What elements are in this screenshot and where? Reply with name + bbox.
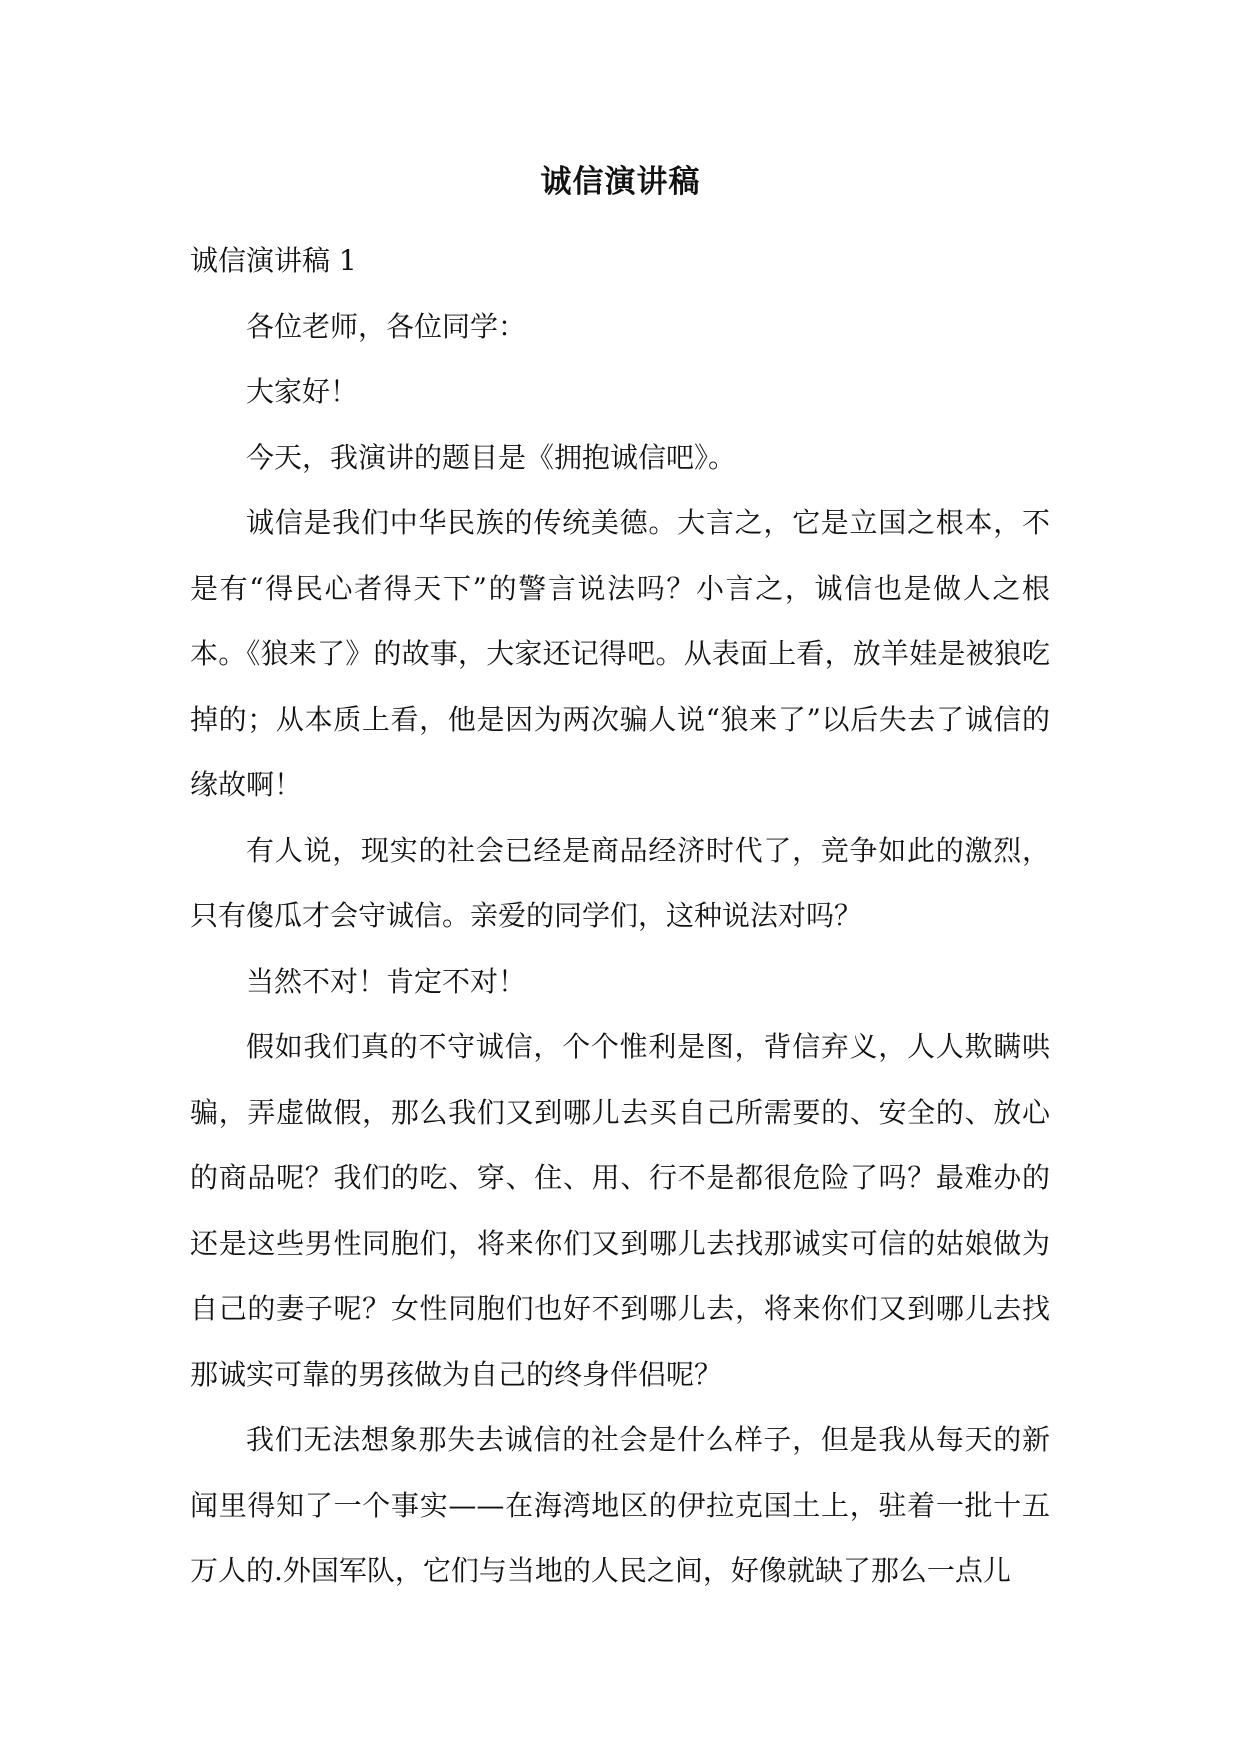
paragraph-topic: 今天，我演讲的题目是《拥抱诚信吧》。: [246, 440, 737, 474]
section-heading: 诚信演讲稿 1: [190, 244, 357, 277]
paragraph-body: 假如我们真的不守诚信，个个惟利是图，背信弃义，人人欺瞒哄骗，弄虚做假，那么我们又到哪儿去买自己所需要的、安全的、放心的商品呢？我们的吃、穿、住、用、行不是都很危险了吗？最难办的还是这些男性同胞们，将来你们又到哪儿去找那诚实可信的姑娘做为自己的妻子呢？女性同胞们也好不到哪儿去，将来你们又到哪儿去找那诚实可靠的男孩做为自己的终身伴侣呢？: [190, 1030, 1050, 1391]
paragraph-hello: 大家好！: [246, 375, 359, 408]
paragraph-body: 当然不对！肯定不对！: [246, 964, 527, 998]
document-title: 诚信演讲稿: [540, 164, 701, 200]
paragraph-greeting: 各位老师，各位同学：: [246, 309, 527, 343]
paragraph-body: 诚信是我们中华民族的传统美德。大言之，它是立国之根本，不是有“得民心者得天下”的警言说法吗？小言之，诚信也是做人之根本。《狼来了》的故事，大家还记得吧。从表面上看，放羊娃是被狼吃掉的；从本质上看，他是因为两次骗人说“狼来了”以后失去了诚信的缘故啊！: [190, 506, 1050, 801]
paragraph-body: 我们无法想象那失去诚信的社会是什么样子，但是我从每天的新闻里得知了一个事实——在海湾地区的伊拉克国土上，驻着一批十五万人的.外国军队，它们与当地的人民之间，好像就缺了那么一点儿: [190, 1423, 1050, 1587]
paragraph-body: 有人说，现实的社会已经是商品经济时代了，竞争如此的激烈，只有傻瓜才会守诚信。亲爱的同学们，这种说法对吗？: [190, 833, 1050, 932]
document-body: [190, 228, 1050, 1604]
